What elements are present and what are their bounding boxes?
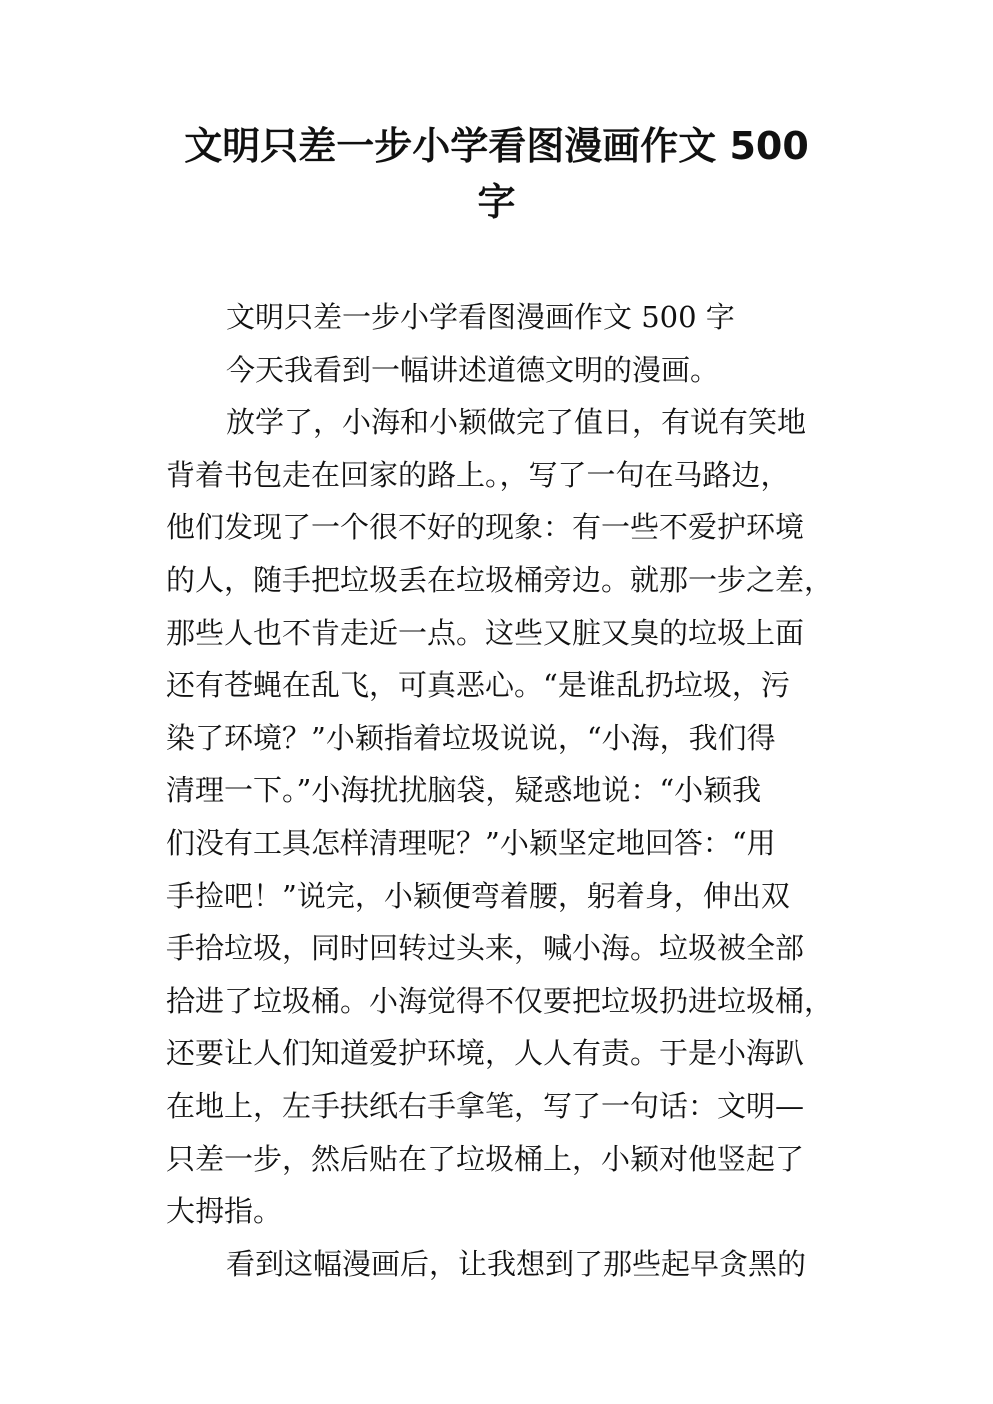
paragraph-line: 手捡吧！”说完，小颖便弯着腰，躬着身，伸出双	[166, 878, 790, 913]
paragraph-line: 他们发现了一个很不好的现象：有一些不爱护环境	[166, 510, 805, 545]
paragraph-line: 背着书包走在回家的路上。，写了一句在马路边，	[166, 457, 790, 492]
document-title	[160, 118, 833, 230]
paragraph-line: 还有苍蝇在乱飞，可真恶心。“是谁乱扔垃圾，污	[166, 668, 790, 703]
paragraph-line: 的人，随手把垃圾丢在垃圾桶旁边。就那一步之差，	[166, 562, 834, 597]
paragraph-line: 在地上，左手扶纸右手拿笔，写了一句话：文明—	[166, 1088, 805, 1123]
paragraph-line: 还要让人们知道爱护环境，人人有责。于是小海趴	[166, 1036, 805, 1071]
paragraph-reflection	[166, 1238, 836, 1291]
paragraph-line: 只差一步，然后贴在了垃圾桶上，小颖对他竖起了	[166, 1141, 805, 1176]
paragraph-line: 手拾垃圾，同时回转过头来，喊小海。垃圾被全部	[166, 931, 805, 966]
title-line-1: 文明只差一步小学看图漫画作文 500	[184, 124, 809, 168]
paragraph-line: 大拇指。	[166, 1194, 283, 1229]
paragraph-line: 文明只差一步小学看图漫画作文 500 字	[226, 300, 735, 334]
paragraph-line: 看到这幅漫画后，让我想到了那些起早贪黑的	[226, 1246, 807, 1281]
document-body	[166, 291, 836, 1290]
paragraph-line: 们没有工具怎样清理呢？”小颖坚定地回答：“用	[166, 825, 776, 860]
paragraph-line: 放学了，小海和小颖做完了值日，有说有笑地	[226, 405, 807, 440]
paragraph-line: 那些人也不肯走近一点。这些又脏又臭的垃圾上面	[166, 615, 805, 650]
paragraph-line: 染了环境？”小颖指着垃圾说说，“小海，我们得	[166, 720, 776, 755]
paragraph-intro	[166, 344, 836, 397]
paragraph-line: 拾进了垃圾桶。小海觉得不仅要把垃圾扔进垃圾桶，	[166, 983, 834, 1018]
paragraph-line: 今天我看到一幅讲述道德文明的漫画。	[226, 352, 720, 387]
paragraph-line: 清理一下。”小海扰扰脑袋，疑惑地说：“小颖我	[166, 773, 762, 808]
title-line-2: 字	[477, 180, 516, 224]
paragraph-story	[166, 396, 836, 1238]
paragraph-subtitle	[166, 291, 836, 344]
